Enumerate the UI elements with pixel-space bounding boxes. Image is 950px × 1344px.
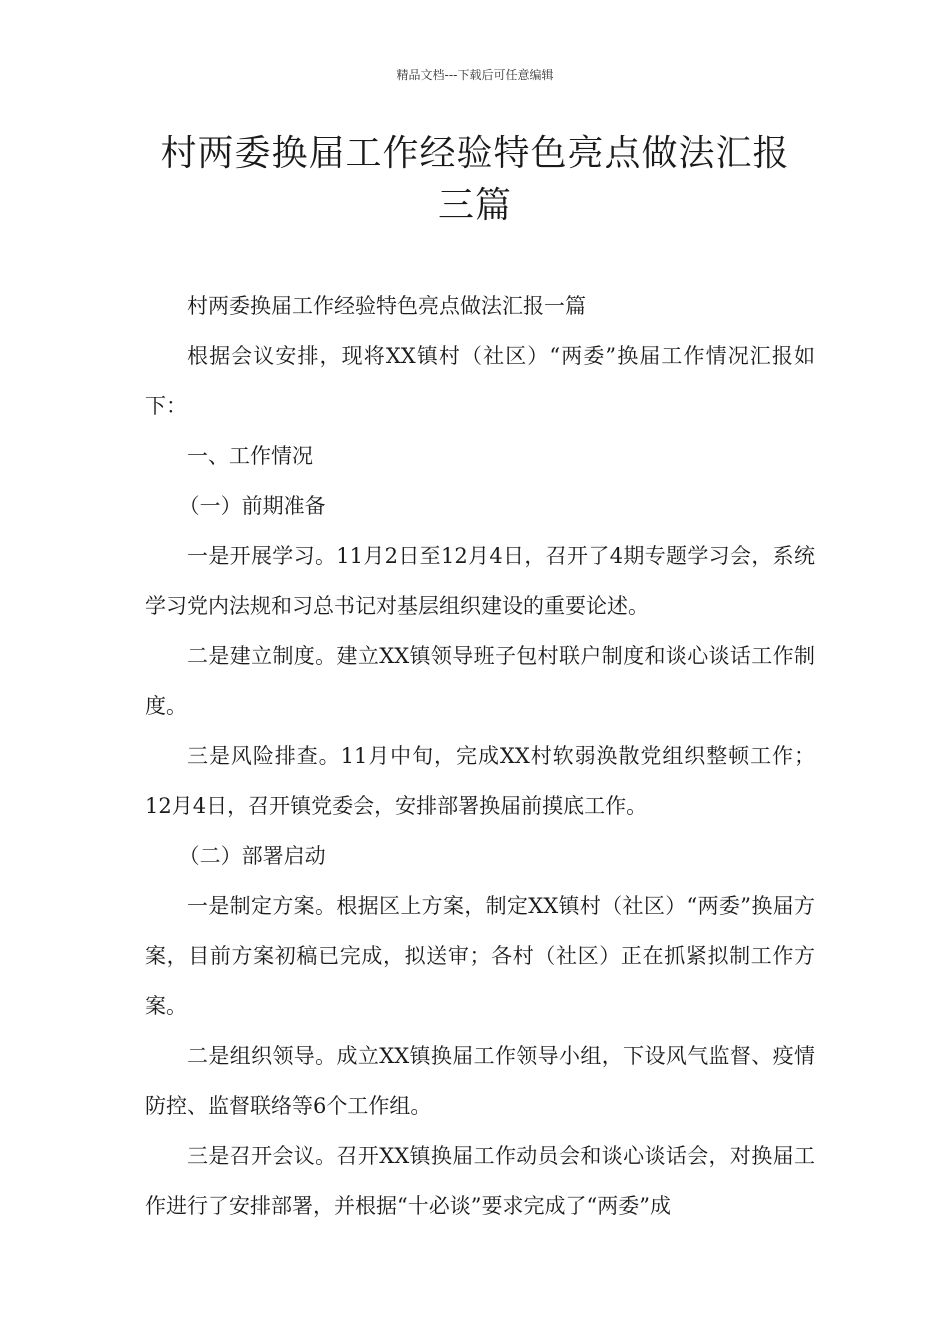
title-line-1: 村两委换届工作经验特色亮点做法汇报 [160,133,790,174]
body-paragraph: 一是制定方案。根据区上方案，制定XX镇村（社区）“两委”换届方案，目前方案初稿已完成，拟送审；各村（社区）正在抓紧拟制工作方案。 [145,894,815,1018]
subsection-heading: （一）前期准备 [178,494,326,518]
body-paragraph: 二是建立制度。建立XX镇领导班子包村联户制度和谈心谈话工作制度。 [145,644,815,718]
body-paragraph: 三是召开会议。召开XX镇换届工作动员会和谈心谈话会，对换届工作进行了安排部署，并根据“十必谈”要求完成了“两委”成 [145,1144,815,1218]
title-line-2: 三篇 [437,185,512,226]
subtitle-paragraph: 村两委换届工作经验特色亮点做法汇报一篇 [187,294,586,318]
body-paragraph: 三是风险排查。11月中旬，完成XX村软弱涣散党组织整顿工作；12月4日，召开镇党委会，安排部署换届前摸底工作。 [145,744,815,818]
subsection-heading: （二）部署启动 [178,844,326,868]
section-heading: 一、工作情况 [187,444,313,468]
document-body [145,281,815,1231]
intro-paragraph: 根据会议安排，现将XX镇村（社区）“两委”换届工作情况汇报如下： [145,344,815,418]
document-title [100,128,850,232]
body-paragraph: 一是开展学习。11月2日至12月4日，召开了4期专题学习会，系统学习党内法规和习总书记对基层组织建设的重要论述。 [145,544,815,618]
body-paragraph: 二是组织领导。成立XX镇换届工作领导小组，下设风气监督、疫情防控、监督联络等6个工作组。 [145,1044,815,1118]
header-note: 精品文档---下载后可任意编辑 [396,68,554,82]
